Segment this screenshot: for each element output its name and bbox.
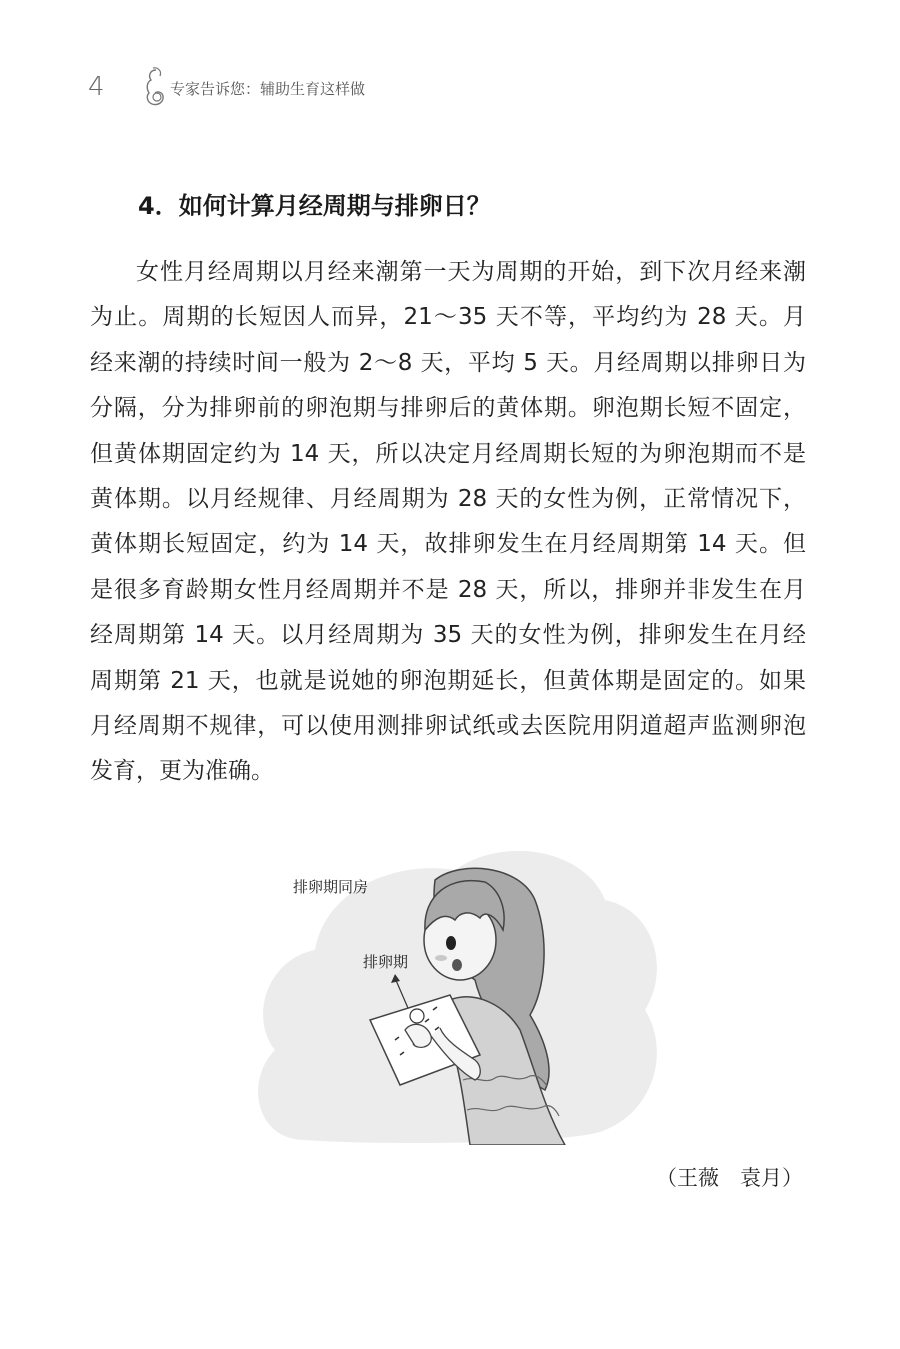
illustration-girl-with-ovulation-chart xyxy=(245,840,665,1145)
paragraph-line: 经周期第 14 天。以月经周期为 35 天的女性为例，排卵发生在月经 xyxy=(90,622,806,649)
running-title: 专家告诉您：辅助生育这样做 xyxy=(170,80,366,98)
paragraph-line: 周期第 21 天，也就是说她的卵泡期延长，但黄体期是固定的。如果 xyxy=(90,667,806,694)
body-paragraph xyxy=(90,250,806,795)
section-heading: 4．如何计算月经周期与排卵日？ xyxy=(138,192,491,220)
paragraph-line: 经来潮的持续时间一般为 2～8 天，平均 5 天。月经周期以排卵日为 xyxy=(90,349,806,376)
paragraph-line: 是很多育龄期女性月经周期并不是 28 天，所以，排卵并非发生在月 xyxy=(90,576,806,603)
page-header xyxy=(88,66,488,110)
label-ovulation-intercourse: 排卵期同房 xyxy=(293,878,369,896)
paragraph-line: 但黄体期固定约为 14 天，所以决定月经周期长短的为卵泡期而不是 xyxy=(90,440,806,467)
blush xyxy=(435,955,447,961)
paragraph-line: 女性月经周期以月经来潮第一天为周期的开始，到下次月经来潮 xyxy=(136,259,806,285)
paragraph-line: 为止。周期的长短因人而异，21～35 天不等，平均约为 28 天。月 xyxy=(90,304,806,331)
paragraph-line: 分隔，分为排卵前的卵泡期与排卵后的黄体期。卵泡期长短不固定， xyxy=(90,395,806,422)
eye xyxy=(446,936,456,950)
paragraph-line: 月经周期不规律，可以使用测排卵试纸或去医院用阴道超声监测卵泡 xyxy=(90,712,806,739)
paragraph-line: 黄体期长短固定，约为 14 天，故排卵发生在月经周期第 14 天。但 xyxy=(90,531,806,558)
pregnant-woman-logo-icon xyxy=(140,66,170,110)
paragraph-line: 发育，更为准确。 xyxy=(90,758,274,785)
mouth xyxy=(452,959,462,971)
label-ovulation-period: 排卵期 xyxy=(363,953,409,971)
paragraph-line: 黄体期。以月经规律、月经周期为 28 天的女性为例，正常情况下， xyxy=(90,485,806,512)
page-number: 4 xyxy=(88,72,105,102)
author-credit: （王薇 袁月） xyxy=(656,1166,803,1190)
